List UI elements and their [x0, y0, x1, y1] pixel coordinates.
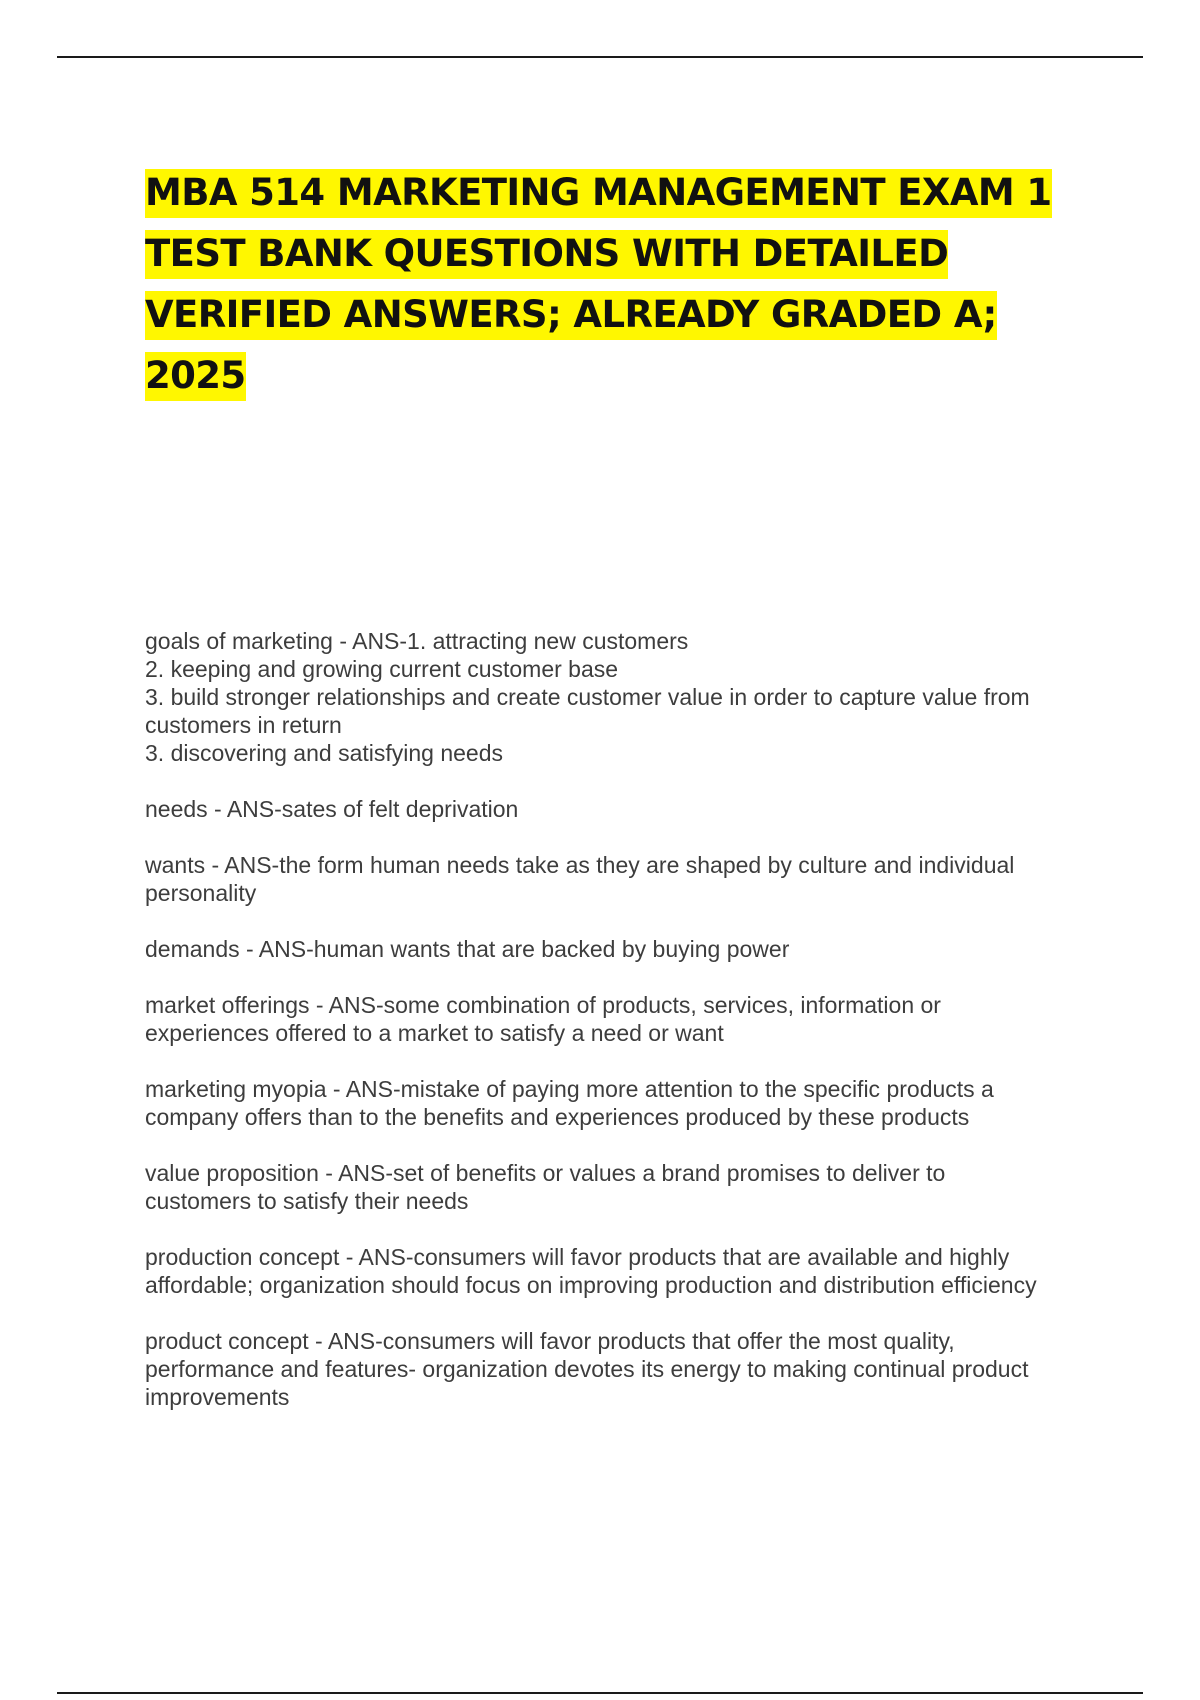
entry-line: market offerings - ANS-some combination of products, services, information or — [145, 992, 941, 1018]
entry-line: production concept - ANS-consumers will favor products that are available and highly — [145, 1244, 1010, 1270]
entry-wants — [145, 851, 1105, 907]
top-rule — [57, 56, 1143, 58]
entry-line: improvements — [145, 1384, 290, 1410]
entry-value-proposition — [145, 1159, 1105, 1215]
entry-line: personality — [145, 880, 257, 906]
entry-line: 2. keeping and growing current customer base — [145, 656, 619, 682]
entry-line: wants - ANS-the form human needs take as they are shaped by culture and individual — [145, 852, 1015, 878]
entry-line: demands - ANS-human wants that are backed by buying power — [145, 936, 790, 962]
entry-production-concept — [145, 1243, 1105, 1299]
qa-list — [145, 627, 1105, 1439]
entry-line: experiences offered to a market to satisfy a need or want — [145, 1020, 724, 1046]
entry-marketing-myopia — [145, 1075, 1105, 1131]
entry-market-offerings — [145, 991, 1105, 1047]
entry-product-concept — [145, 1327, 1105, 1411]
entry-line: performance and features- organization devotes its energy to making continual product — [145, 1356, 1029, 1382]
entry-line: customers in return — [145, 712, 342, 738]
entry-needs — [145, 795, 1105, 823]
entry-demands — [145, 935, 1105, 963]
bottom-rule — [57, 1692, 1143, 1694]
document-title — [145, 162, 1105, 406]
entry-line: marketing myopia - ANS-mistake of paying more attention to the specific products a — [145, 1076, 994, 1102]
entry-line: needs - ANS-sates of felt deprivation — [145, 796, 519, 822]
entry-line: 3. discovering and satisfying needs — [145, 740, 503, 766]
entry-line: value proposition - ANS-set of benefits or values a brand promises to deliver to — [145, 1160, 946, 1186]
entry-goals-of-marketing — [145, 627, 1105, 767]
entry-line: goals of marketing - ANS-1. attracting new customers — [145, 628, 689, 654]
entry-line: affordable; organization should focus on improving production and distribution efficiency — [145, 1272, 1037, 1298]
entry-line: customers to satisfy their needs — [145, 1188, 469, 1214]
entry-line: 3. build stronger relationships and create customer value in order to capture value from — [145, 684, 1030, 710]
title-highlight: MBA 514 MARKETING MANAGEMENT EXAM 1 TEST BANK QUESTIONS WITH DETAILED VERIFIED ANSWERS; ALREADY GRADED A; 2025 — [145, 169, 1052, 401]
entry-line: product concept - ANS-consumers will favor products that offer the most quality, — [145, 1328, 955, 1354]
entry-line: company offers than to the benefits and experiences produced by these products — [145, 1104, 970, 1130]
